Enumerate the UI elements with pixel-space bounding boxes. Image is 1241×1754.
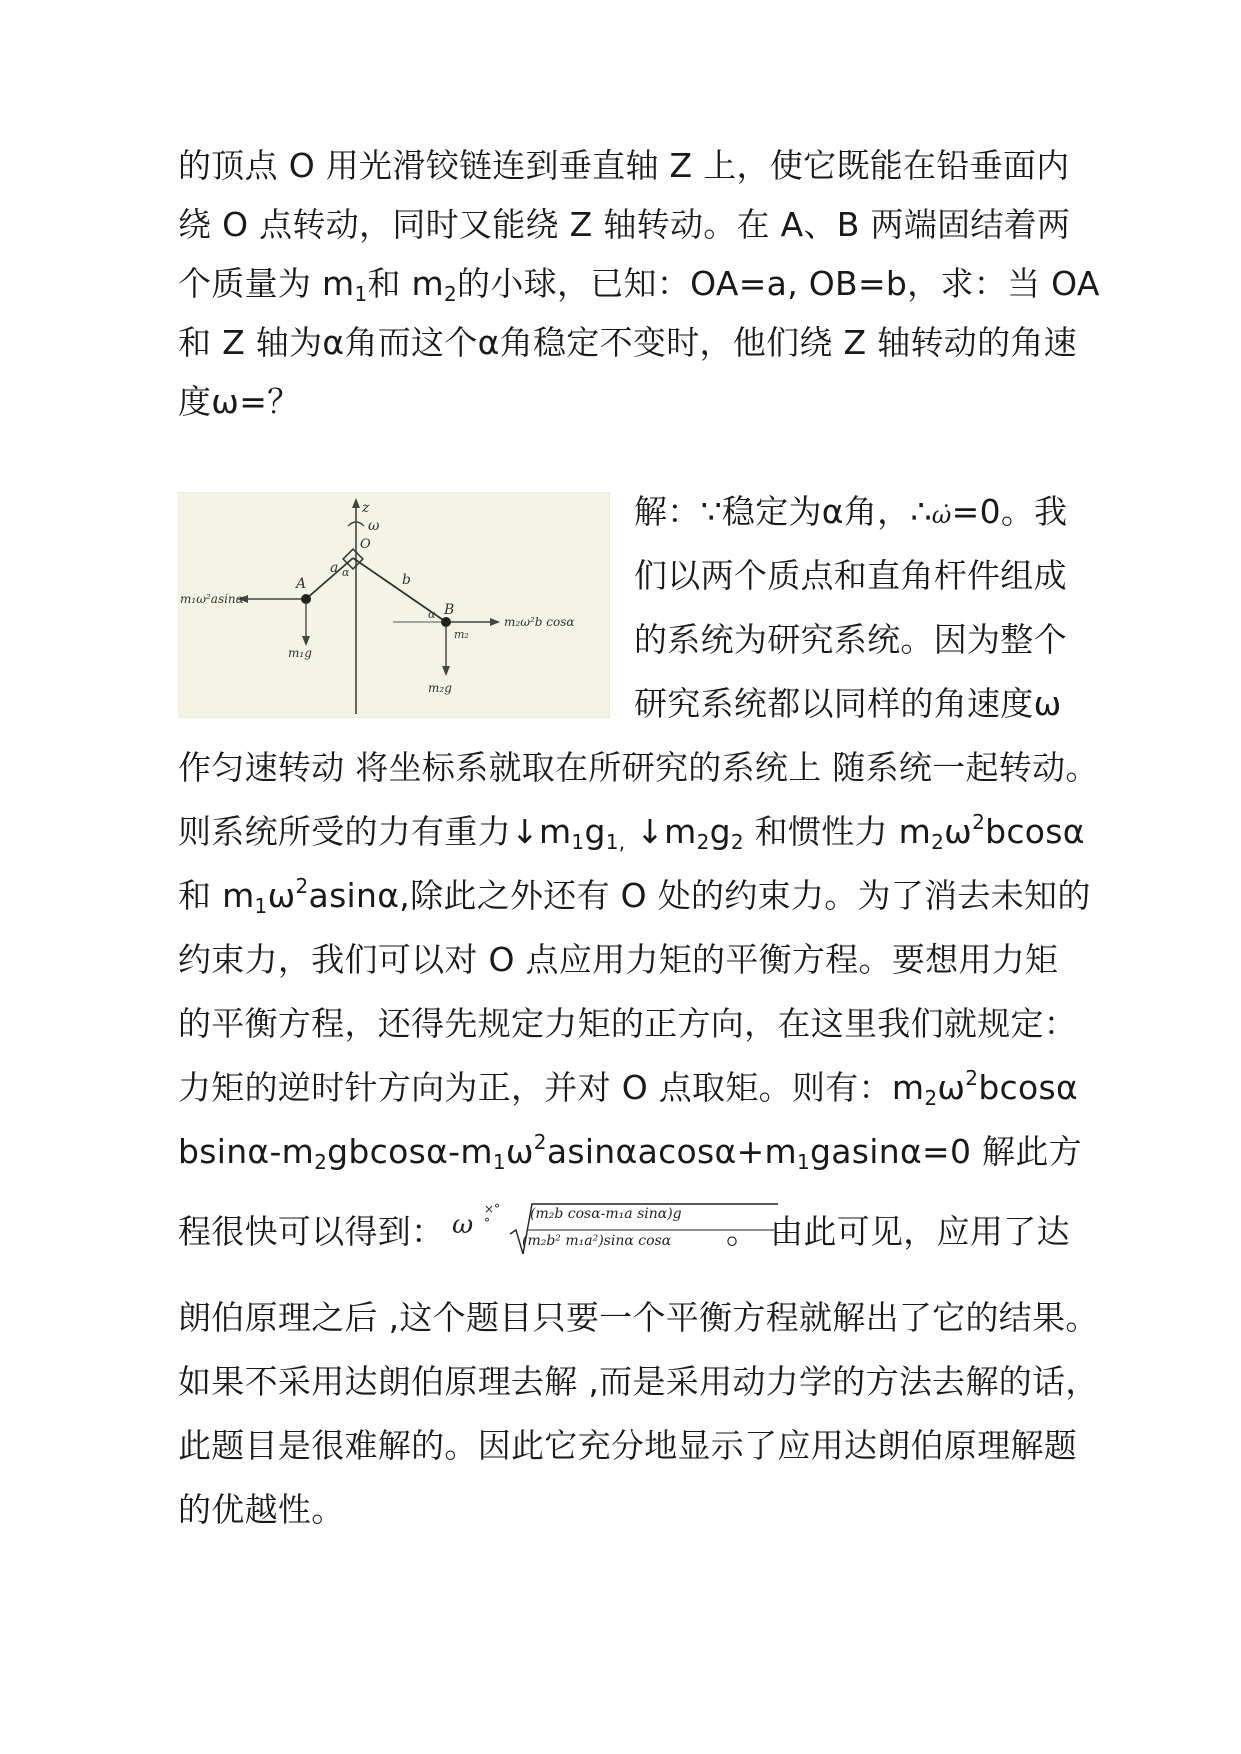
label-left-inertial-force: m₁ω²asinα bbox=[180, 592, 244, 606]
subscript: 1 bbox=[254, 894, 268, 918]
text-line: 朗伯原理之后 ,这个题目只要一个平衡方程就解出了它的结果。 bbox=[178, 1298, 1099, 1337]
text-run: gasinα=0 解此方 bbox=[810, 1132, 1082, 1171]
subscript: 2 bbox=[696, 830, 710, 854]
text-line: 的平衡方程，还得先规定力矩的正方向，在这里我们就规定： bbox=[178, 1004, 1078, 1043]
text-line bbox=[178, 1132, 1082, 1172]
omega-dot: ω̇ bbox=[931, 501, 952, 529]
mechanics-diagram bbox=[178, 492, 610, 718]
subscript: 2 bbox=[444, 282, 458, 306]
subscript: 1 bbox=[492, 1150, 506, 1174]
text-run: 解：∵稳定为α角，∴ bbox=[634, 492, 932, 531]
superscript: 2 bbox=[295, 874, 309, 898]
subscript: 2 bbox=[931, 830, 945, 854]
text-line: 的系统为研究系统。因为整个 bbox=[634, 620, 1067, 659]
label-alpha: α bbox=[342, 566, 350, 579]
text-line: 的顶点 O 用光滑铰链连到垂直轴 Z 上，使它既能在铅垂面内 bbox=[178, 146, 1070, 185]
label-alpha: α bbox=[428, 608, 436, 621]
label-z: z bbox=[362, 500, 370, 516]
label-a-point: A bbox=[296, 576, 307, 592]
text-run: ω bbox=[937, 1068, 966, 1107]
label-omega: ω bbox=[368, 518, 380, 534]
text-line: 如果不采用达朗伯原理去解 ,而是采用动力学的方法去解的话， bbox=[178, 1362, 1099, 1401]
text-line: 们以两个质点和直角杆件组成 bbox=[634, 556, 1067, 595]
text-line: 研究系统都以同样的角速度ω bbox=[634, 684, 1062, 723]
formula-symbols: ×°° bbox=[484, 1202, 501, 1230]
text-run: =0。我 bbox=[951, 492, 1068, 531]
text-run: bcosα bbox=[978, 1068, 1079, 1107]
label-m2: m₂ bbox=[454, 628, 469, 641]
text-line: 。 由此可见，应用了达 bbox=[726, 1212, 1070, 1251]
text-run: ↓m bbox=[625, 812, 697, 851]
subscript: 2 bbox=[924, 1086, 938, 1110]
text-run: g bbox=[709, 812, 731, 851]
subscript: 2 bbox=[730, 830, 744, 854]
label-o: O bbox=[360, 537, 371, 552]
text-run: 则系统所受的力有重力↓m bbox=[178, 812, 572, 851]
text-line bbox=[178, 1068, 1078, 1108]
text-line: 的优越性。 bbox=[178, 1490, 345, 1529]
formula-numerator: (m₂b cosα-m₁a sinα)g bbox=[530, 1206, 682, 1222]
label-a-length: a bbox=[330, 560, 339, 576]
text-line bbox=[634, 492, 1067, 535]
label-b-length: b bbox=[402, 572, 411, 588]
label-m2g: m₂g bbox=[428, 681, 452, 695]
subscript: 2 bbox=[314, 1150, 328, 1174]
subscript: 1 bbox=[796, 1150, 810, 1174]
subscript: 1, bbox=[605, 830, 626, 854]
text-line bbox=[178, 876, 1091, 916]
formula-omega: ω bbox=[452, 1210, 474, 1240]
label-m1g: m₁g bbox=[288, 646, 312, 660]
text-run: 和 m bbox=[178, 876, 255, 915]
text-line: 此题目是很难解的。因此它充分地显示了应用达朗伯原理解题 bbox=[178, 1426, 1078, 1465]
text-line: 程很快可以得到： bbox=[178, 1212, 445, 1251]
text-run: 和 m bbox=[367, 264, 445, 303]
text-line: 约束力，我们可以对 O 点应用力矩的平衡方程。要想用力矩 bbox=[178, 940, 1059, 979]
superscript: 2 bbox=[533, 1130, 547, 1154]
text-run: bcosα bbox=[985, 812, 1085, 851]
text-run: asinα,除此之外还有 O 处的约束力。为了消去未知的 bbox=[308, 876, 1091, 915]
text-run: ω bbox=[267, 876, 296, 915]
text-run: asinαacosα+m bbox=[546, 1132, 797, 1171]
text-line: 绕 O 点转动，同时又能绕 Z 轴转动。在 A、B 两端固结着两 bbox=[178, 205, 1071, 244]
text-run: g bbox=[584, 812, 606, 851]
label-b-point: B bbox=[444, 602, 455, 618]
superscript: 2 bbox=[972, 810, 986, 834]
subscript: 1 bbox=[354, 282, 368, 306]
text-line bbox=[178, 812, 1085, 852]
subscript: 1 bbox=[571, 830, 585, 854]
text-run: 和惯性力 m bbox=[743, 812, 932, 851]
text-line: 和 Z 轴为α角而这个α角稳定不变时，他们绕 Z 轴转动的角速 bbox=[178, 323, 1077, 362]
text-run: 力矩的逆时针方向为正，并对 O 点取矩。则有：m bbox=[178, 1068, 925, 1107]
label-right-inertial-force: m₂ω²b cosα bbox=[504, 615, 575, 629]
text-line: 度ω=？ bbox=[178, 382, 301, 421]
text-line bbox=[178, 264, 1100, 304]
text-run: bsinα-m bbox=[178, 1132, 315, 1171]
text-run: 个质量为 m bbox=[178, 264, 355, 303]
formula-denominator: (m₂b² m₁a²)sinα cosα bbox=[522, 1233, 672, 1249]
text-run: ω bbox=[505, 1132, 534, 1171]
text-run: ω bbox=[944, 812, 973, 851]
text-run: gbcosα-m bbox=[327, 1132, 493, 1171]
superscript: 2 bbox=[965, 1066, 979, 1090]
text-line: 作匀速转动 将坐标系就取在所研究的系统上 随系统一起转动。 bbox=[178, 748, 1099, 787]
text-run: 的小球，已知：OA=a, OB=b，求：当 OA bbox=[457, 264, 1100, 303]
